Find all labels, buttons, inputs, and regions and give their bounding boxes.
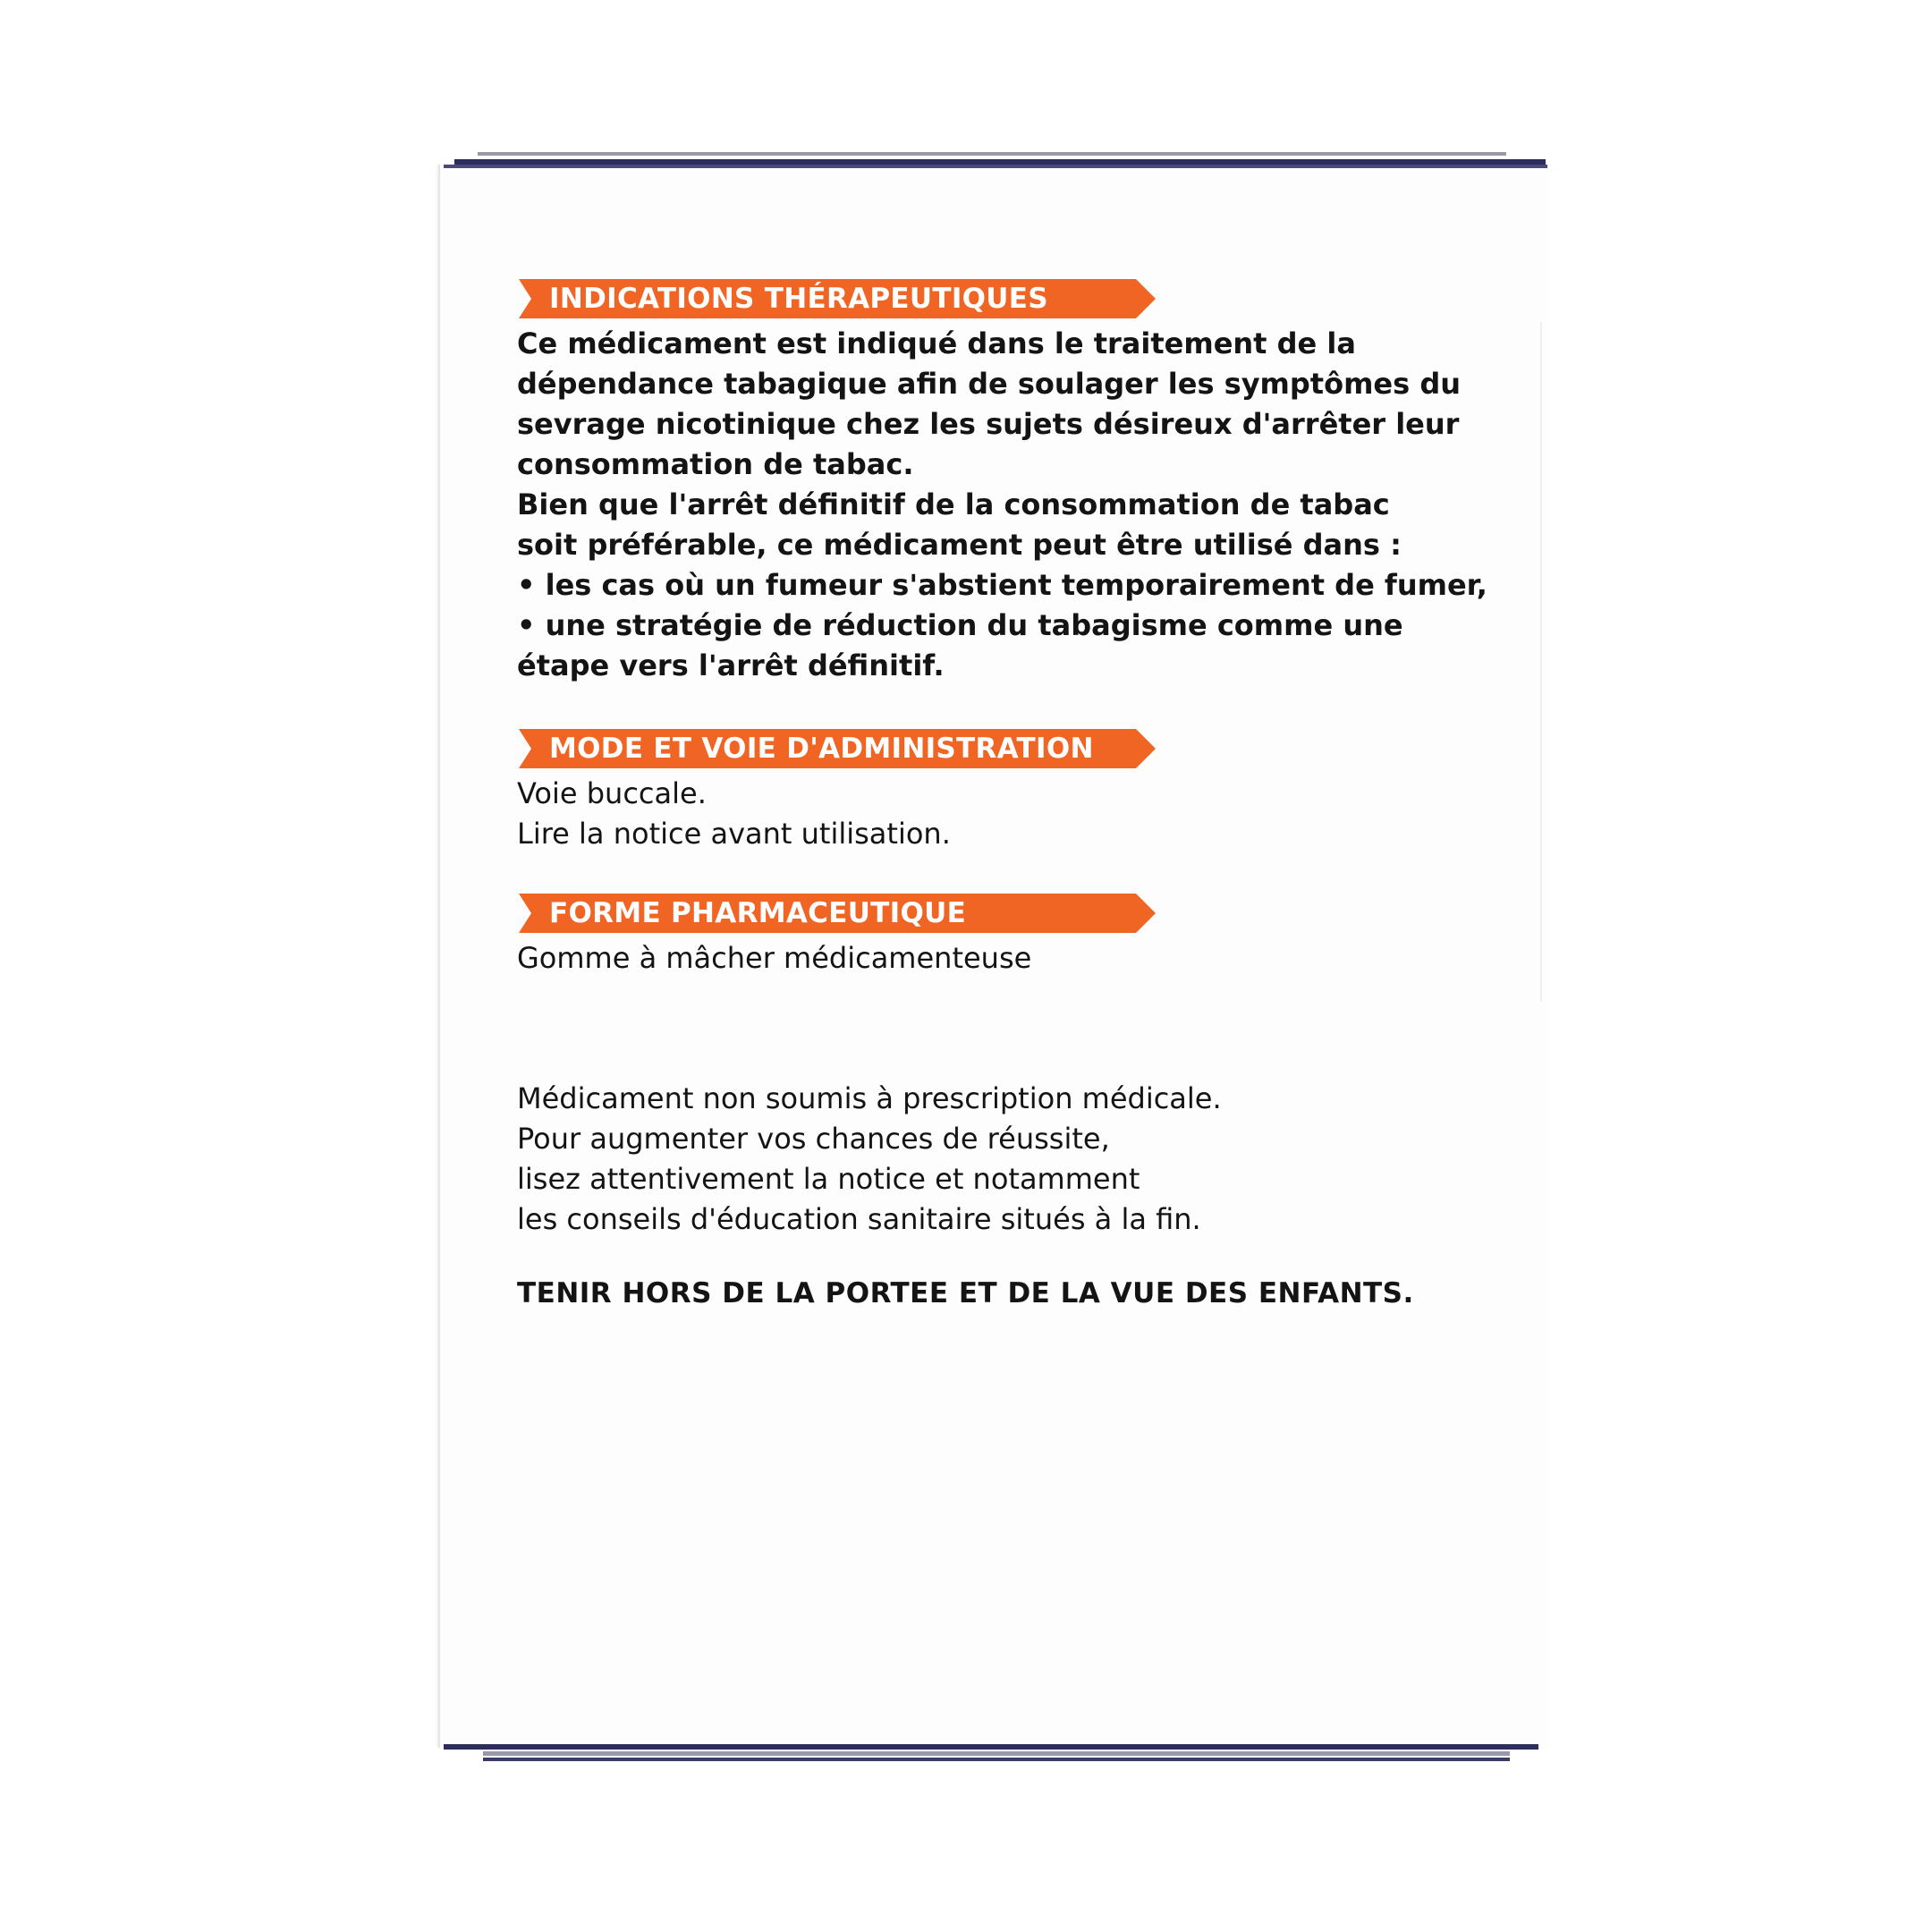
administration-text <box>517 774 1501 854</box>
section-heading: INDICATIONS THÉRAPEUTIQUES <box>549 283 1048 315</box>
box-bottom-edge <box>444 1744 1538 1750</box>
text-line: • les cas où un fumeur s'abstient temporairement de fumer, <box>517 568 1487 602</box>
section-heading: FORME PHARMACEUTIQUE <box>549 897 967 929</box>
text-line: étape vers l'arrêt définitif. <box>517 648 945 682</box>
box-top-edge-shadow <box>444 165 1547 168</box>
text-line: Bien que l'arrêt définitif de la consommation de tabac <box>517 487 1390 521</box>
text-line: Gomme à mâcher médicamenteuse <box>517 941 1032 975</box>
section-banner-administration <box>519 729 1501 768</box>
text-line: • une stratégie de réduction du tabagisme comme une <box>517 608 1403 642</box>
box-right-fold <box>1540 322 1542 1002</box>
box-bottom-edge-shadow <box>483 1758 1510 1761</box>
box-top-edge-highlight <box>478 152 1506 156</box>
section-banner-forme <box>519 894 1501 933</box>
text-line: Lire la notice avant utilisation. <box>517 817 951 851</box>
text-line: Voie buccale. <box>517 776 707 810</box>
text-line: sevrage nicotinique chez les sujets désireux d'arrêter leur <box>517 407 1460 441</box>
section-banner-indications <box>519 279 1501 318</box>
text-line: lisez attentivement la notice et notamment <box>517 1162 1140 1196</box>
forme-text <box>517 938 1501 979</box>
text-line: Ce médicament est indiqué dans le traitement de la <box>517 326 1356 360</box>
text-line: Pour augmenter vos chances de réussite, <box>517 1122 1110 1156</box>
text-line: consommation de tabac. <box>517 447 914 481</box>
indications-text <box>517 324 1501 686</box>
text-line: dépendance tabagique afin de soulager les symptômes du <box>517 367 1461 401</box>
text-line: les conseils d'éducation sanitaire situés à la fin. <box>517 1202 1201 1236</box>
section-heading: MODE ET VOIE D'ADMINISTRATION <box>549 733 1094 765</box>
box-bottom-edge-highlight <box>483 1751 1510 1756</box>
children-warning: TENIR HORS DE LA PORTEE ET DE LA VUE DES ENFANTS. <box>517 1277 1414 1309</box>
text-line: soit préférable, ce médicament peut être utilisé dans : <box>517 528 1402 562</box>
prescription-notice <box>517 1079 1501 1240</box>
text-line: Médicament non soumis à prescription médicale. <box>517 1081 1222 1115</box>
box-text-content <box>517 279 1501 1309</box>
